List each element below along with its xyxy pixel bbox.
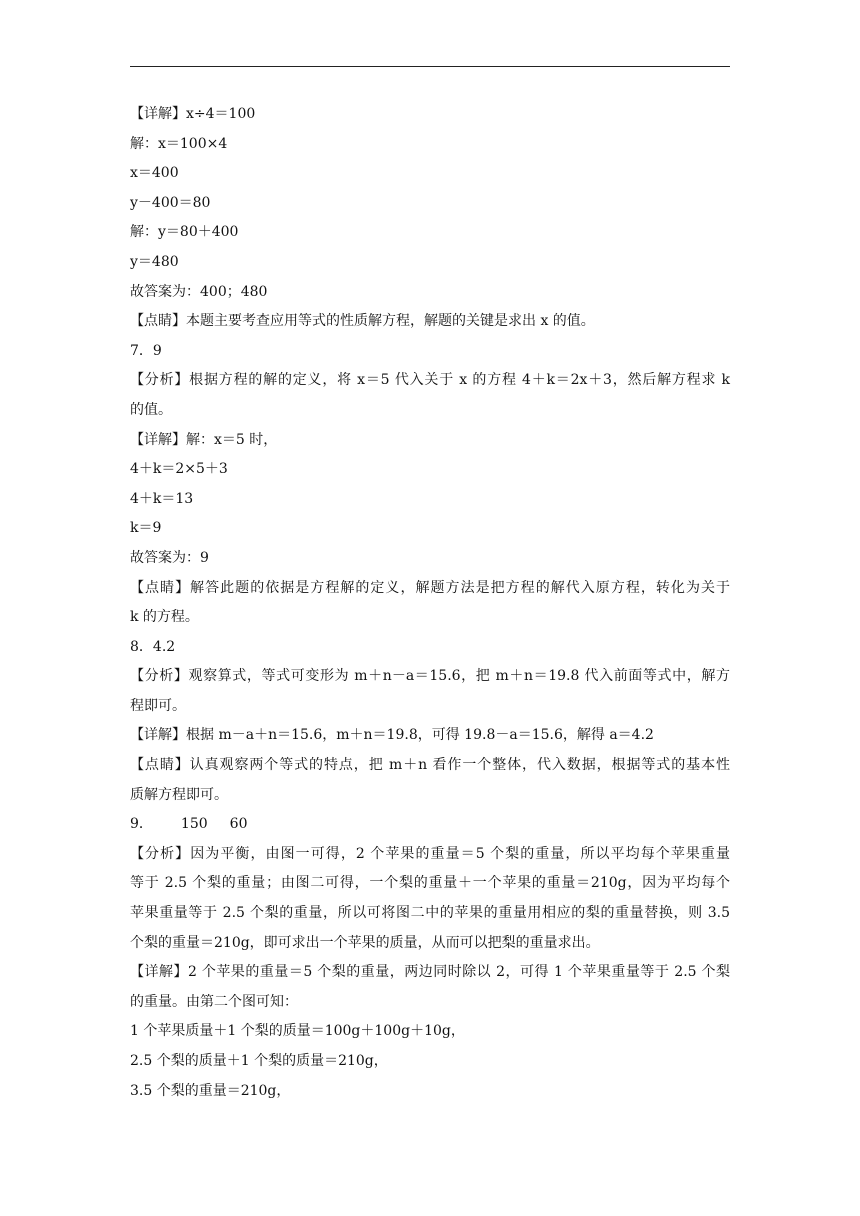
text-line: 【点睛】认真观察两个等式的特点，把 m＋n 看作一个整体，代入数据，根据等式的基本性 bbox=[130, 757, 730, 774]
text-line: 3.5 个梨的重量＝210g， bbox=[130, 1082, 291, 1099]
text-line: 【点睛】解答此题的依据是方程解的定义，解题方法是把方程的解代入原方程，转化为关于 bbox=[130, 579, 730, 596]
document-body bbox=[130, 100, 730, 1106]
text-line: 【详解】2 个苹果的重量＝5 个梨的重量，两边同时除以 2，可得 1 个苹果重量等于 2.5 个梨 bbox=[130, 964, 730, 981]
text-line: 【分析】因为平衡，由图一可得，2 个苹果的重量＝5 个梨的重量，所以平均每个苹果重量 bbox=[130, 845, 730, 862]
text-line: 【点睛】本题主要考查应用等式的性质解方程，解题的关键是求出 x 的值。 bbox=[130, 313, 595, 330]
text-line: x＝400 bbox=[130, 165, 179, 182]
text-line: 2.5 个梨的质量＋1 个梨的质量＝210g， bbox=[130, 1053, 388, 1069]
text-line: 1 个苹果质量＋1 个梨的质量＝100g＋100g＋10g， bbox=[130, 1023, 465, 1040]
text-line: 【分析】根据方程的解的定义，将 x＝5 代入关于 x 的方程 4＋k＝2x＋3，然后解方程求 k bbox=[130, 372, 730, 389]
text-line: 4＋k＝13 bbox=[130, 490, 194, 507]
text-line: y＝480 bbox=[130, 253, 179, 270]
question-number: 8．4.2 bbox=[130, 638, 176, 655]
text-line: 程即可。 bbox=[130, 697, 186, 714]
text-line: 故答案为：400；480 bbox=[130, 283, 268, 300]
answer-value: 150 bbox=[180, 816, 208, 833]
text-line: y－400＝80 bbox=[130, 194, 211, 211]
text-line: 【详解】x÷4＝100 bbox=[130, 106, 256, 122]
text-line: 等于 2.5 个梨的重量；由图二可得，一个梨的重量＋一个苹果的重量＝210g，因为平均每个 bbox=[130, 875, 730, 892]
text-line: 解：x＝100×4 bbox=[130, 135, 228, 152]
text-line: k 的方程。 bbox=[130, 609, 199, 626]
text-line: 解：y＝80＋400 bbox=[130, 224, 239, 241]
text-line: 【分析】观察算式，等式可变形为 m＋n－a＝15.6，把 m＋n＝19.8 代入前面等式中，解方 bbox=[130, 668, 730, 685]
text-line: 故答案为：9 bbox=[130, 549, 209, 566]
question-number-line bbox=[130, 810, 730, 840]
text-line: 【详解】根据 m－a＋n＝15.6，m＋n＝19.8，可得 19.8－a＝15.6，解得 a＝4.2 bbox=[130, 727, 654, 744]
text-line: 的重量。由第二个图可知： bbox=[130, 993, 298, 1010]
text-line: 质解方程即可。 bbox=[130, 786, 228, 803]
text-line: 个梨的重量＝210g，即可求出一个苹果的质量，从而可以把梨的重量求出。 bbox=[130, 934, 600, 951]
answer-value: 60 bbox=[229, 816, 248, 833]
header-rule bbox=[130, 66, 730, 67]
text-line: k＝9 bbox=[130, 520, 162, 537]
text-line: 的值。 bbox=[130, 401, 172, 418]
text-line: 苹果重量等于 2.5 个梨的重量，所以可将图二中的苹果的重量用相应的梨的重量替换，则 3.5 bbox=[130, 905, 730, 922]
question-number: 9． bbox=[130, 816, 153, 833]
text-line: 【详解】解：x＝5 时， bbox=[130, 431, 278, 448]
text-line: 4＋k＝2×5＋3 bbox=[130, 461, 228, 478]
question-number: 7．9 bbox=[130, 342, 162, 359]
